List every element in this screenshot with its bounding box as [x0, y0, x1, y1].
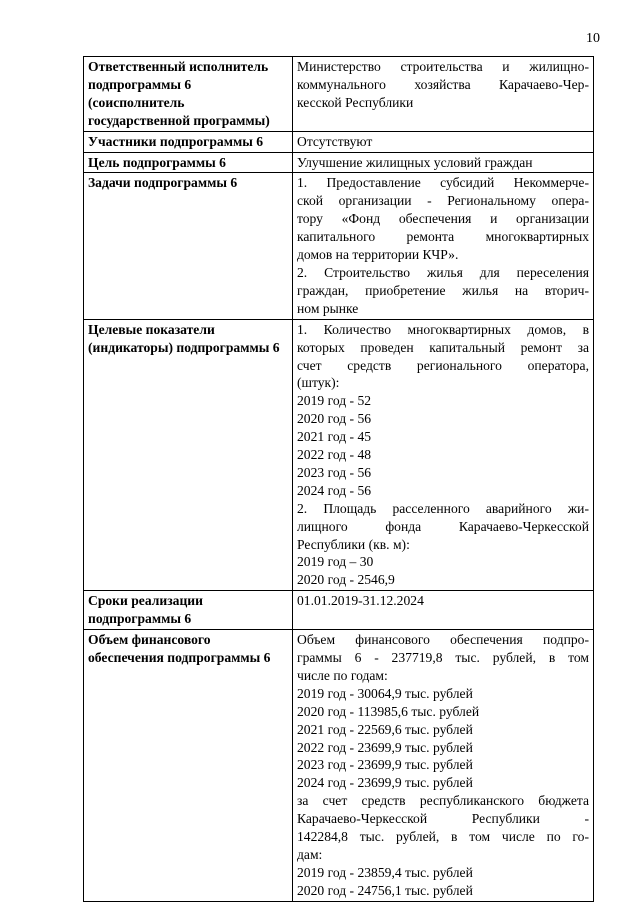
value-line: Республики (кв. м):	[297, 536, 410, 552]
value-line: тору «Фонд обеспечения и организации	[297, 211, 589, 227]
value-line: 01.01.2019-31.12.2024	[297, 593, 424, 609]
row-value	[293, 591, 594, 630]
value-line: 1. Количество многоквартирных домов, в	[297, 321, 589, 337]
value-line: 2020 год - 56	[297, 411, 372, 427]
value-line: коммунального хозяйства Карачаево-Чер-	[297, 76, 589, 92]
financing-volume-row	[84, 630, 594, 902]
goal-row	[84, 152, 594, 173]
value-line: граждан, приобретение жилья на вторич-	[297, 282, 589, 298]
implementation-period-row	[84, 591, 594, 630]
row-value	[293, 57, 594, 132]
target-indicators-row	[84, 319, 594, 591]
value-line: 2. Площадь расселенного аварийного жи-	[297, 500, 589, 516]
value-line: дам:	[297, 846, 323, 862]
value-line: 2024 год - 23699,9 тыс. рублей	[297, 775, 473, 791]
value-line: ской организации - Региональному опера-	[297, 193, 589, 209]
value-line: Министерство строительства и жилищно-	[297, 59, 589, 74]
participants-row	[84, 131, 594, 152]
value-line: 2020 год - 24756,1 тыс. рублей	[297, 882, 473, 898]
value-line: 2021 год - 45	[297, 429, 372, 445]
value-line: домов на территории КЧР».	[297, 247, 459, 263]
value-line: 2024 год - 56	[297, 482, 372, 498]
tasks-row	[84, 173, 594, 319]
row-label: Цель подпрограммы 6	[84, 152, 293, 173]
value-line: 2020 год - 2546,9	[297, 572, 395, 588]
value-line: 142284,8 тыс. рублей, в том числе по го-	[297, 829, 589, 845]
value-line: 2021 год - 22569,6 тыс. рублей	[297, 721, 473, 737]
row-label: Задачи подпрограммы 6	[84, 173, 293, 319]
row-value	[293, 630, 594, 902]
value-line: 2019 год – 30	[297, 554, 374, 570]
value-line: 1. Предоставление субсидий Некоммерче-	[297, 175, 589, 191]
value-line: граммы 6 - 237719,8 тыс. рублей, в том	[297, 650, 589, 665]
value-line: Улучшение жилищных условий граждан	[297, 154, 533, 170]
value-line: Объем финансового обеспечения подпро-	[297, 632, 589, 648]
row-value	[293, 131, 594, 152]
value-line: 2022 год - 23699,9 тыс. рублей	[297, 739, 473, 755]
value-line: за счет средств республиканского бюджета	[297, 793, 589, 809]
row-label: Ответственный исполнитель подпрограммы 6 (соисполнитель государственной программы)	[84, 57, 293, 132]
value-line: 2022 год - 48	[297, 447, 372, 463]
value-line: Отсутствуют	[297, 133, 373, 149]
value-line: 2. Строительство жилья для переселения	[297, 264, 589, 280]
subprogram-passport-table	[83, 56, 594, 902]
value-line: счет средств регионального оператора,	[297, 357, 589, 373]
row-value	[293, 319, 594, 591]
row-label: Объем финансового обеспечения подпрограммы 6	[84, 630, 293, 902]
responsible-executor-row	[84, 57, 594, 132]
value-line: кесской Республики	[297, 94, 414, 110]
value-line: 2019 год - 52	[297, 393, 372, 409]
value-line: которых проведен капитальный ремонт за	[297, 339, 589, 355]
value-line: лищного фонда Карачаево-Черкесской	[297, 518, 589, 534]
value-line: 2020 год - 113985,6 тыс. рублей	[297, 703, 480, 719]
value-line: 2023 год - 56	[297, 464, 372, 480]
row-value	[293, 152, 594, 173]
value-line: 2023 год - 23699,9 тыс. рублей	[297, 757, 473, 773]
value-line: 2019 год - 30064,9 тыс. рублей	[297, 685, 473, 701]
value-line: капитального ремонта многоквартирных	[297, 229, 589, 245]
row-label: Участники подпрограммы 6	[84, 131, 293, 152]
value-line: числе по годам:	[297, 667, 388, 683]
row-value	[293, 173, 594, 319]
value-line: 2019 год - 23859,4 тыс. рублей	[297, 864, 473, 880]
row-label: Сроки реализации подпрограммы 6	[84, 591, 293, 630]
value-line: (штук):	[297, 375, 340, 391]
value-line: Карачаево-Черкесской Республики -	[297, 811, 589, 827]
value-line: ном рынке	[297, 300, 359, 316]
row-label: Целевые показатели (индикаторы) подпрограммы 6	[84, 319, 293, 591]
page-number: 10	[586, 31, 600, 46]
